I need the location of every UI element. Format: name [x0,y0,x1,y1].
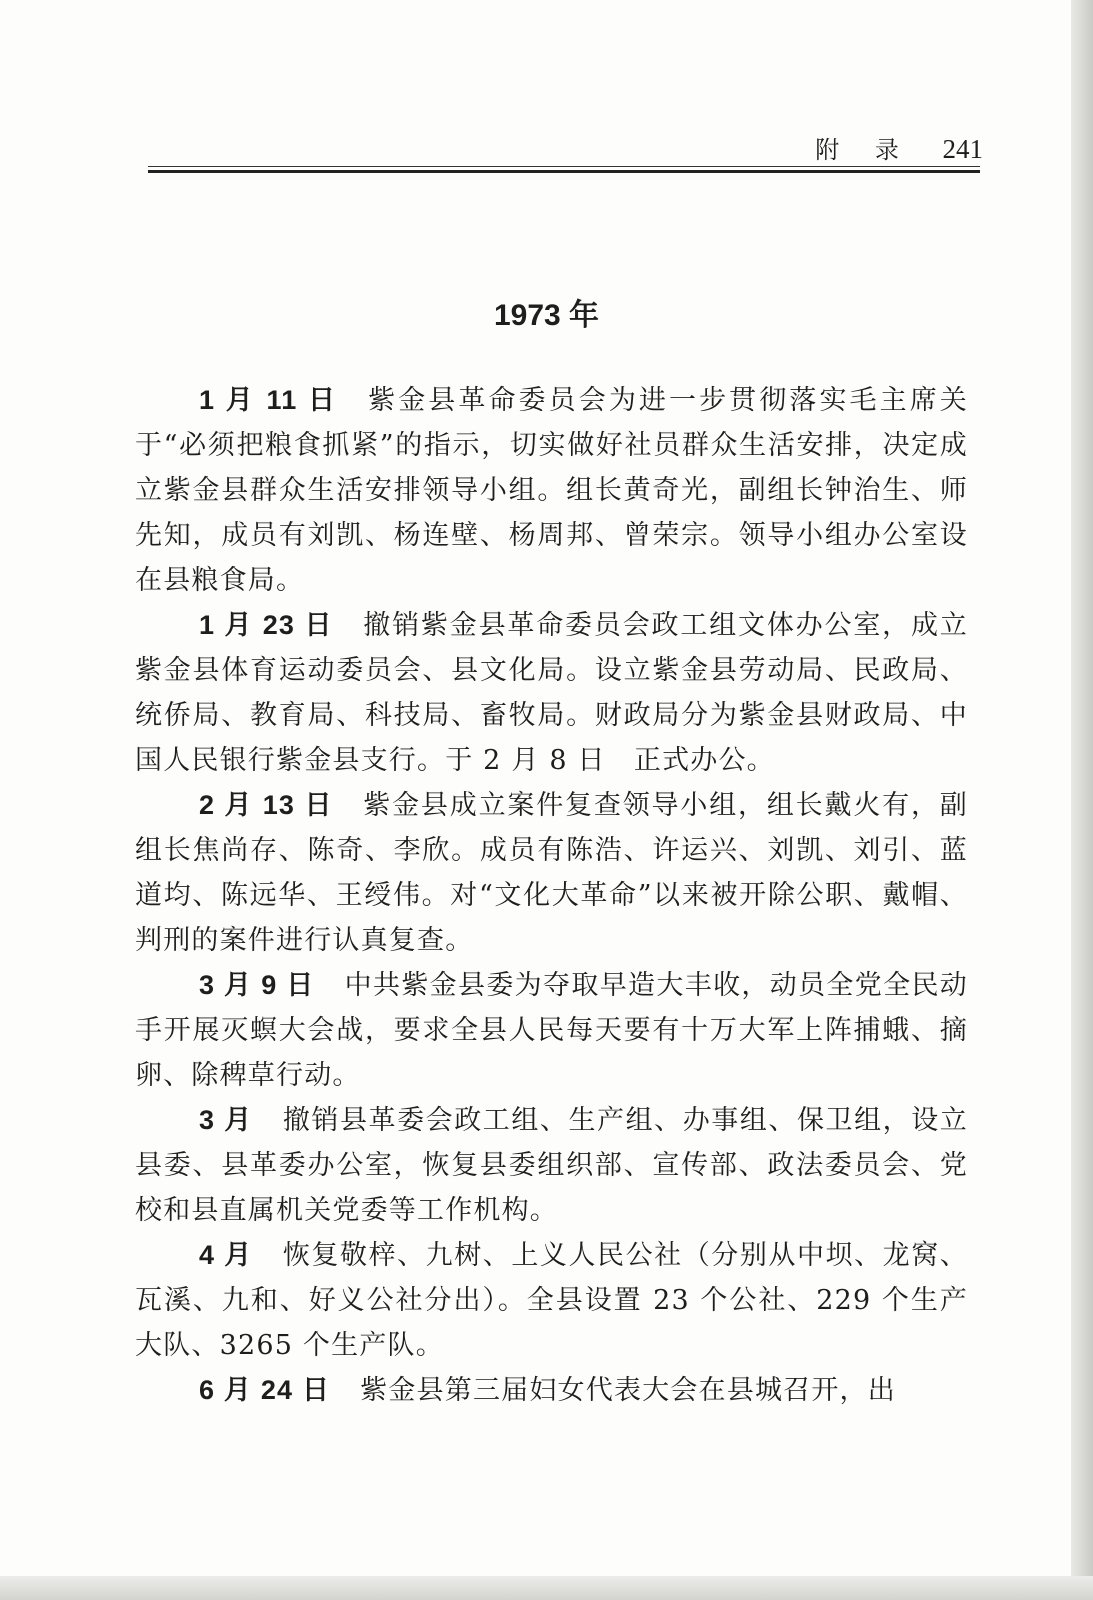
entry-date: 4 月 [199,1240,253,1270]
entry-text: 撤销紫金县革命委员会政工组文体办公室，成立紫金县体育运动委员会、县文化局。设立紫金县劳动局、民政局、统侨局、教育局、科技局、畜牧局。财政局分为紫金县财政局、中国人民银行紫金县支行。于 2 月 8 日 正式办公。 [135,610,968,776]
entry-date: 1 月 11 日 [199,385,339,415]
entry-text: 中共紫金县委为夺取早造大丰收，动员全党全民动手开展灭螟大会战，要求全县人民每天要有十万大军上阵捕蛾、摘卵、除稗草行动。 [135,970,968,1091]
entry-text: 撤销县革委会政工组、生产组、办事组、保卫组，设立县委、县革委办公室，恢复县委组织部、宣传部、政法委员会、党校和县直属机关党委等工作机构。 [135,1105,968,1226]
entry-date: 6 月 24 日 [199,1375,331,1405]
entry-text: 紫金县第三届妇女代表大会在县城召开，出 [360,1375,896,1406]
running-header [815,130,983,165]
entry-date: 3 月 9 日 [199,970,315,1000]
entry-date: 3 月 [199,1105,253,1135]
chronicle-entry [135,963,968,1098]
scan-edge-right [1071,0,1093,1600]
chronicle-entry [135,1368,968,1413]
chronicle-entries [135,378,968,1413]
chronicle-entry [135,378,968,603]
entry-date: 2 月 13 日 [199,790,334,820]
entry-date: 1 月 23 日 [199,610,334,640]
chronicle-entry [135,783,968,963]
entry-text: 紫金县成立案件复查领导小组，组长戴火有，副组长焦尚存、陈奇、李欣。成员有陈浩、许运兴、刘凯、刘引、蓝道均、陈远华、王绶伟。对“文化大革命”以来被开除公职、戴帽、判刑的案件进行认真复查。 [135,790,968,956]
chronicle-entry [135,1098,968,1233]
chronicle-entry [135,1233,968,1368]
entry-text: 恢复敬梓、九树、上义人民公社（分别从中坝、龙窝、瓦溪、九和、好义公社分出）。全县设置 23 个公社、229 个生产大队、3265 个生产队。 [135,1240,968,1361]
entry-text: 紫金县革命委员会为进一步贯彻落实毛主席关于“必须把粮食抓紧”的指示，切实做好社员群众生活安排，决定成立紫金县群众生活安排领导小组。组长黄奇光，副组长钟治生、师先知，成员有刘凯、杨连壁、杨周邦、曾荣宗。领导小组办公室设在县粮食局。 [135,385,968,596]
page-number: 241 [942,134,983,164]
scan-edge-bottom [0,1576,1093,1600]
chronicle-entry [135,603,968,783]
year-heading: 1973 年 [493,299,600,332]
header-rule [148,166,980,173]
section-label: 附 录 [815,136,913,164]
